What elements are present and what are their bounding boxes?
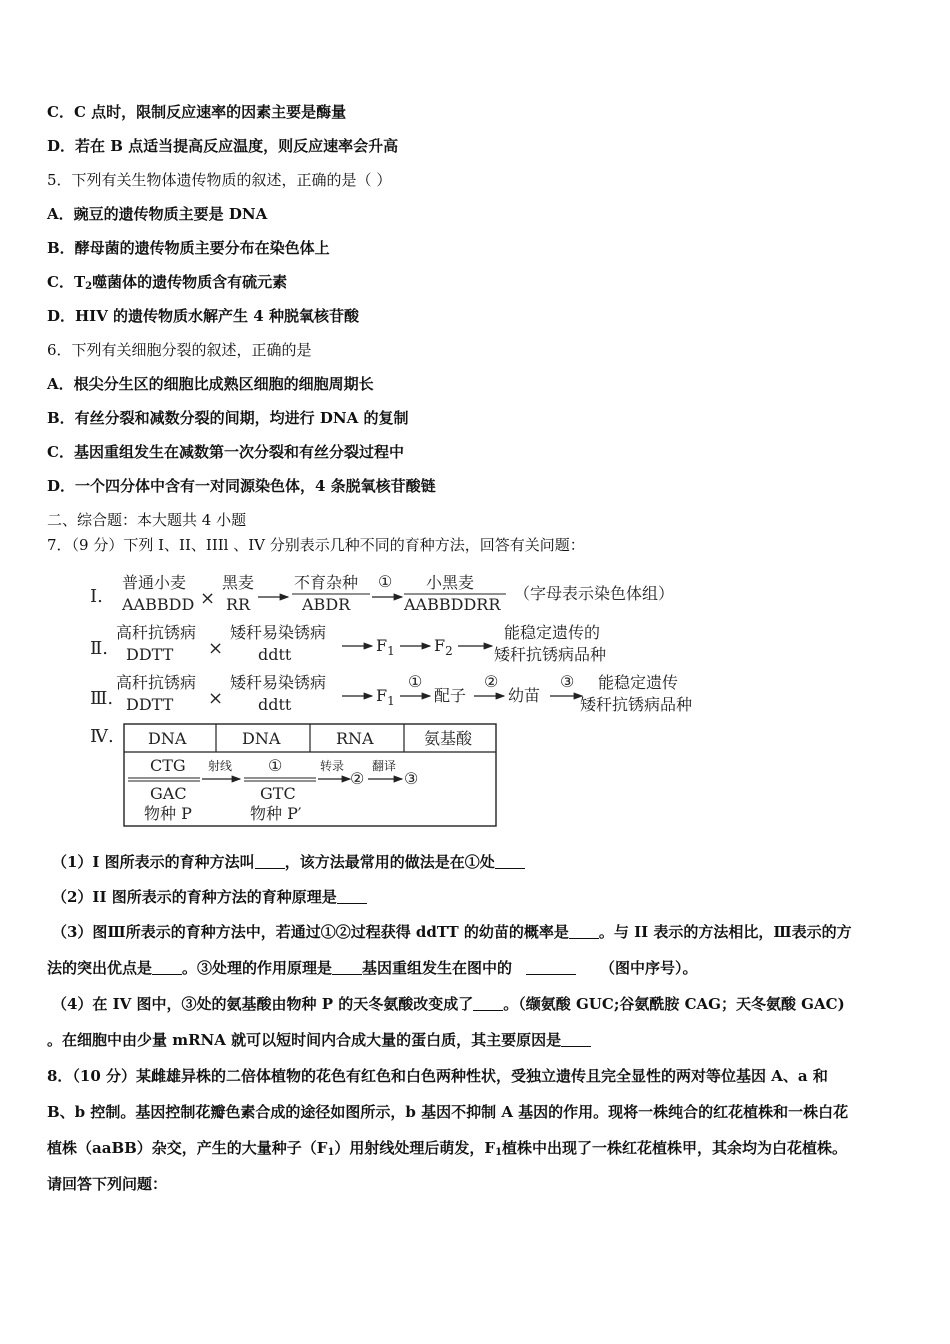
row2-result-1: 能稳定遗传的	[504, 623, 601, 642]
row1-rye-genome: RR	[226, 595, 251, 614]
answer-blank[interactable]	[473, 996, 503, 1011]
row1-wheat: 普通小麦	[122, 573, 187, 592]
q7-stem: 7．（9 分）下列 I、II、IIIl 、IV 分别表示几种不同的育种方法，回答有关问题：	[47, 536, 585, 554]
row3-gametes: 配子	[434, 686, 467, 705]
answer-blank[interactable]	[332, 960, 362, 975]
q6-option-c: C．基因重组发生在减数第一次分裂和有丝分裂过程中	[47, 443, 404, 461]
q4-option-d: D．若在 B 点适当提高反应温度，则反应速率会升高	[47, 137, 399, 155]
q7-sub-3-line2: 法的突出优点是 。③处理的作用原理是 基因重组发生在图中的 （图中序号）。	[47, 959, 698, 977]
row4-circle-2: ②	[350, 769, 365, 788]
row1-hybrid: 不育杂种	[294, 573, 359, 592]
row1-hybrid-genome: ABDR	[302, 595, 351, 614]
row1-triticale-genome: AABBDDRR	[404, 595, 501, 614]
q7-sub-4-line1: （4）在 IV 图中，③处的氨基酸由物种 P 的天冬氨酸改变成了 。（缬氨酸 GUC;谷氨酰胺 CAG；天冬氨酸 GAC)	[52, 995, 845, 1013]
q7-sub-3-line1: （3）图Ⅲ所表示的育种方法中，若通过①②过程获得 ddTT 的幼苗的概率是 。与 II 表示的方法相比，Ⅲ表示的方	[52, 923, 852, 941]
row4-header-dna-2: DNA	[242, 729, 281, 748]
q6-option-d: D．一个四分体中含有一对同源染色体，4 条脱氧核苷酸链	[47, 477, 436, 495]
row3-parent-b: 矮秆易染锈病	[230, 673, 327, 692]
row2-f1: $F_1$	[376, 636, 395, 658]
row4-species-p-prime: 物种 P′	[250, 804, 302, 823]
row2-label: Ⅱ.	[90, 638, 108, 659]
q7-sub-1: （1）I 图所表示的育种方法叫 ，该方法最常用的做法是在①处	[52, 852, 910, 872]
row4-ctg: CTG	[150, 756, 186, 775]
row3-parent-a: 高秆抗锈病	[116, 673, 197, 692]
answer-blank[interactable]	[495, 854, 525, 869]
row2-parent-b-genotype: ddtt	[258, 645, 292, 664]
q6-stem: 6．下列有关细胞分裂的叙述，正确的是	[47, 341, 312, 359]
row1-step: ①	[378, 572, 393, 591]
row3-parent-b-genotype: ddtt	[258, 695, 292, 714]
q5-option-a: A．豌豆的遗传物质主要是 DNA	[47, 205, 268, 223]
row2-f2: $F_2$	[434, 636, 453, 658]
row4-radiation: 射线	[208, 759, 233, 773]
q7-sub-4-line2: 。在细胞中由少量 mRNA 就可以短时间内合成大量的蛋白质，其主要原因是	[47, 1030, 910, 1050]
q7-sub-2: （2）II 图所表示的育种方法的育种原理是	[52, 887, 910, 907]
row4-header-dna-1: DNA	[148, 729, 187, 748]
row4-species-p: 物种 P	[144, 804, 192, 823]
q5-option-c	[47, 272, 910, 297]
answer-blank[interactable]	[255, 854, 285, 869]
row2-parent-b: 矮秆易染锈病	[230, 623, 327, 642]
row2-result-2: 矮秆抗锈病品种	[494, 645, 607, 664]
q8-line-4: 请回答下列问题：	[47, 1175, 168, 1193]
q4-option-c: C．C 点时，限制反应速率的因素主要是酶量	[47, 103, 347, 121]
row1-label: Ⅰ.	[90, 586, 103, 607]
row3-step-2: ②	[484, 672, 499, 691]
row4-circle-1: ①	[268, 756, 283, 775]
row4-gtc: GTC	[260, 784, 296, 803]
row4-circle-3: ③	[404, 769, 419, 788]
answer-blank[interactable]	[526, 960, 576, 975]
row1-triticale: 小黑麦	[426, 573, 475, 592]
row4-transcription: 转录	[320, 759, 345, 773]
q6-option-a: A．根尖分生区的细胞比成熟区细胞的细胞周期长	[47, 375, 374, 393]
row3-seedlings: 幼苗	[508, 686, 541, 705]
row3-result-1: 能稳定遗传	[598, 673, 679, 692]
row4-label: Ⅳ.	[90, 726, 114, 747]
row2-parent-a: 高秆抗锈病	[116, 623, 197, 642]
section-heading: 二、综合题：本大题共 4 小题	[47, 511, 247, 529]
row2-parent-a-genotype: DDTT	[126, 645, 174, 664]
row3-result-2: 矮秆抗锈病品种	[580, 695, 693, 714]
q5-c-pre: C．T	[47, 273, 86, 291]
row4-header-amino: 氨基酸	[424, 729, 473, 748]
q5-option-b: B．酵母菌的遗传物质主要分布在染色体上	[47, 239, 330, 257]
row1-wheat-genome: AABBDD	[122, 595, 195, 614]
answer-blank[interactable]	[152, 960, 182, 975]
row1-rye: 黑麦	[222, 573, 255, 592]
row1-note: （字母表示染色体组）	[514, 584, 675, 603]
q8-line-1: 8．（10 分）某雌雄异株的二倍体植物的花色有红色和白色两种性状，受独立遗传且完全显性的两对等位基因 A、a 和	[47, 1067, 828, 1085]
row3-cross-sign: ×	[208, 688, 224, 709]
row3-f1: $F_1$	[376, 686, 395, 708]
row3-step-3: ③	[560, 672, 575, 691]
row4-gac: GAC	[150, 784, 187, 803]
answer-blank[interactable]	[569, 924, 599, 939]
row4-translation: 翻译	[372, 759, 397, 773]
q8-line-3: 植株（aaBB）杂交，产生的大量种子$(F_1)$用射线处理后萌发，$F_1$植株中出现了一株红花植株甲，其余均为白花植株。	[47, 1139, 848, 1158]
q6-option-b: B．有丝分裂和减数分裂的间期，均进行 DNA 的复制	[47, 409, 409, 427]
breeding-methods-diagram	[88, 568, 728, 830]
q5-option-d: D．HIV 的遗传物质水解产生 4 种脱氧核苷酸	[47, 307, 359, 325]
row3-label: Ⅲ.	[90, 688, 114, 709]
row3-parent-a-genotype: DDTT	[126, 695, 174, 714]
row1-cross-sign: ×	[200, 588, 216, 609]
row2-cross-sign: ×	[208, 638, 224, 659]
row4-header-rna: RNA	[336, 729, 374, 748]
row3-step-1: ①	[408, 672, 423, 691]
answer-blank[interactable]	[561, 1032, 591, 1047]
q8-line-2: B、b 控制。基因控制花瓣色素合成的途径如图所示，b 基因不抑制 A 基因的作用。现将一株纯合的红花植株和一株白花	[47, 1103, 849, 1121]
q5-stem: 5．下列有关生物体遗传物质的叙述，正确的是（ ）	[47, 171, 392, 189]
q5-c-post: 噬菌体的遗传物质含有硫元素	[92, 273, 288, 291]
q5-c-sub: 2	[85, 281, 93, 292]
answer-blank[interactable]	[337, 889, 367, 904]
